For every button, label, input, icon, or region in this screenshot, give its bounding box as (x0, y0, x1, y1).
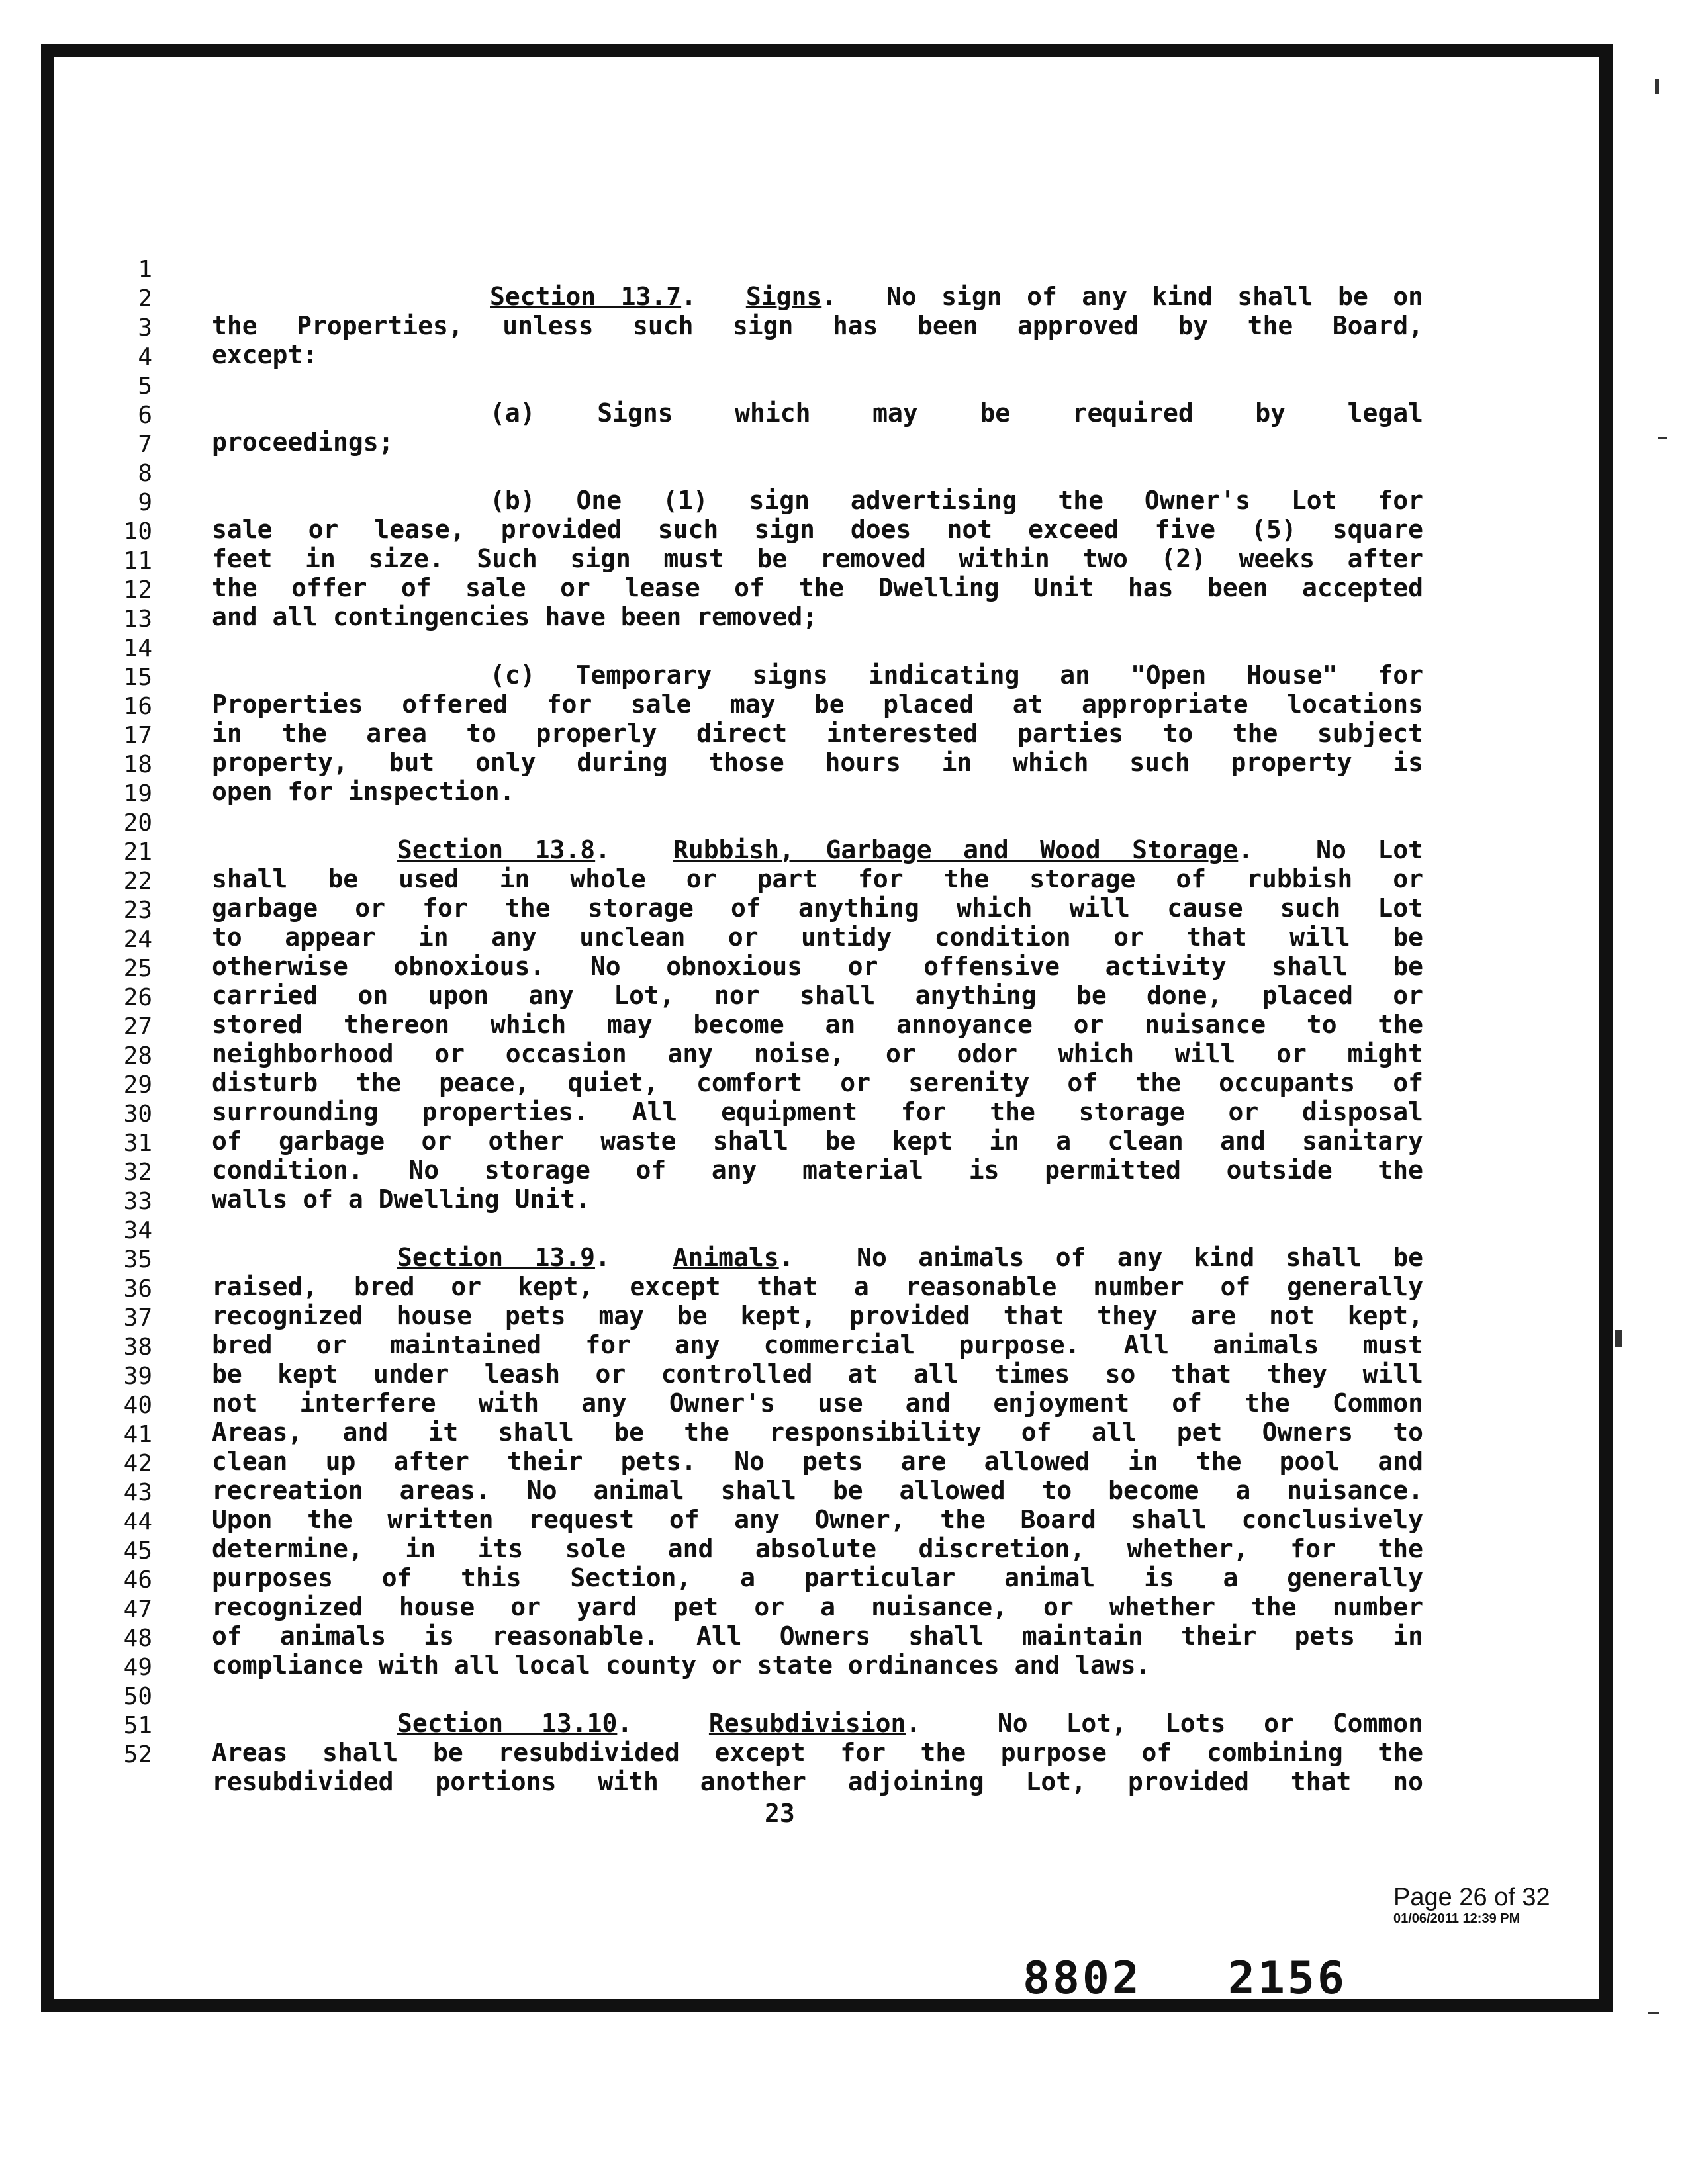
section-13-9-line-1: Section 13.9. Animals. No animals of any kind shall be (397, 1243, 1424, 1272)
paragraph-line: otherwise obnoxious. No obnoxious or offensive activity shall be (212, 952, 1423, 981)
line-number: 43 (123, 1479, 152, 1506)
paragraph-line: carried on upon any Lot, nor shall anything be done, placed or (212, 981, 1423, 1010)
paragraph-line: proceedings; (212, 428, 394, 457)
paragraph-line: garbage or for the storage of anything which will cause such Lot (212, 893, 1423, 923)
paragraph-line: property, but only during those hours in which such property is (212, 748, 1423, 777)
line-number: 8 (138, 460, 152, 487)
line-number: 12 (123, 576, 152, 604)
paragraph-line: walls of a Dwelling Unit. (212, 1185, 590, 1214)
text-line (0, 347, 1688, 428)
line-number: 50 (123, 1683, 152, 1710)
paragraph-line: condition. No storage of any material is permitted outside the (212, 1156, 1423, 1185)
line-number: 52 (123, 1741, 152, 1768)
line-number: 35 (123, 1246, 152, 1273)
paragraph-line: disturb the peace, quiet, comfort or serenity of the occupants of (212, 1068, 1423, 1097)
line-number: 3 (138, 314, 152, 341)
paragraph-line: be kept under leash or controlled at all times so that they will (212, 1359, 1423, 1388)
line-number: 32 (123, 1159, 152, 1186)
line-number: 17 (123, 722, 152, 749)
section-title: Signs (745, 282, 822, 311)
line-number: 23 (123, 897, 152, 924)
section-13-8-line-1: Section 13.8. Rubbish, Garbage and Wood Storage. No Lot (397, 835, 1423, 864)
line-number: 46 (123, 1567, 152, 1594)
paragraph-line: compliance with all local county or state ordinances and laws. (212, 1651, 1151, 1680)
paragraph-line: raised, bred or kept, except that a reasonable number of generally (212, 1272, 1423, 1301)
paragraph-line: neighborhood or occasion any noise, or odor which will or might (212, 1039, 1423, 1068)
paragraph-line: stored thereon which may become an annoyance or nuisance to the (212, 1010, 1423, 1039)
line-number: 2 (138, 285, 152, 312)
line-number: 45 (123, 1537, 152, 1565)
line-number: 31 (123, 1130, 152, 1157)
paragraph-line: not interfere with any Owner's use and enjoyment of the Common (212, 1388, 1423, 1418)
line-number: 39 (123, 1363, 152, 1390)
paragraph-line: bred or maintained for any commercial purpose. All animals must (212, 1330, 1423, 1359)
line-number: 38 (123, 1334, 152, 1361)
section-heading: Section 13.9 (397, 1243, 595, 1272)
line-number: 48 (123, 1625, 152, 1652)
line-number: 33 (123, 1188, 152, 1215)
line-number: 21 (123, 839, 152, 866)
section-heading: Section 13.8 (397, 835, 596, 864)
line-number: 25 (123, 955, 152, 982)
paragraph-line: recognized house or yard pet or a nuisance, or whether the number (212, 1592, 1423, 1621)
line-number: 34 (123, 1217, 152, 1244)
paragraph-line: purposes of this Section, a particular animal is a generally (212, 1563, 1423, 1592)
line-number: 47 (123, 1596, 152, 1623)
paragraph-line: (c) Temporary signs indicating an "Open House" for (490, 660, 1423, 690)
line-number: 37 (123, 1304, 152, 1332)
paragraph-line: in the area to properly direct interested parties to the subject (212, 719, 1423, 748)
paragraph-line: except: (212, 340, 318, 369)
section-13-10-line-1: Section 13.10. Resubdivision. No Lot, Lots or Common (397, 1709, 1424, 1738)
line-number: 18 (123, 751, 152, 778)
paragraph-line: open for inspection. (212, 777, 515, 806)
paragraph-line: the Properties, unless such sign has been approved by the Board, (212, 311, 1423, 340)
text-line (0, 230, 1688, 311)
line-number: 42 (123, 1450, 152, 1477)
line-number: 27 (123, 1013, 152, 1040)
text-line (0, 431, 1688, 515)
section-heading: Section 13.10 (397, 1709, 618, 1738)
line-number: 28 (123, 1042, 152, 1069)
line-number: 7 (138, 431, 152, 458)
line-number: 30 (123, 1101, 152, 1128)
line-number: 13 (123, 606, 152, 633)
line-number: 29 (123, 1071, 152, 1099)
paragraph-line: sale or lease, provided such sign does not exceed five (5) square (212, 515, 1423, 544)
line-number: 26 (123, 984, 152, 1011)
line-number: 51 (123, 1712, 152, 1739)
section-13-7-line-1: Section 13.7. Signs. No sign of any kind shall be on (490, 282, 1423, 311)
section-title: Rubbish, Garbage and Wood Storage (673, 835, 1239, 864)
section-title: Animals (673, 1243, 779, 1272)
line-number: 22 (123, 868, 152, 895)
line-number: 20 (123, 809, 152, 837)
paragraph-line: (a) Signs which may be required by legal (490, 398, 1423, 428)
line-number: 14 (123, 635, 152, 662)
line-number: 10 (123, 518, 152, 545)
book-number: 8802 (1023, 1952, 1142, 2005)
section-heading: Section 13.7 (490, 282, 682, 311)
line-number: 36 (123, 1275, 152, 1302)
paragraph-line: Areas shall be resubdivided except for the purpose of combining the (212, 1738, 1423, 1767)
paragraph-line: feet in size. Such sign must be removed within two (2) weeks after (212, 544, 1423, 573)
section-title: Resubdivision (708, 1709, 906, 1738)
line-number: 19 (123, 780, 152, 807)
line-number: 49 (123, 1654, 152, 1681)
line-number: 16 (123, 693, 152, 720)
recording-timestamp: 01/06/2011 12:39 PM (1393, 1911, 1521, 1926)
line-number: 15 (123, 664, 152, 691)
paragraph-line: Areas, and it shall be the responsibility of all pet Owners to (212, 1418, 1423, 1447)
page-count-label: Page 26 of 32 (1393, 1884, 1550, 1911)
paragraph-line: recreation areas. No animal shall be allowed to become a nuisance. (212, 1476, 1423, 1505)
paragraph-line: (b) One (1) sign advertising the Owner's Lot for (490, 486, 1423, 515)
paragraph-line: and all contingencies have been removed; (212, 602, 818, 631)
scan-speck (1648, 2012, 1659, 2014)
paragraph-line: Properties offered for sale may be placed at appropriate locations (212, 690, 1423, 719)
paragraph-line: clean up after their pets. No pets are allowed in the pool and (212, 1447, 1423, 1476)
paragraph-line: recognized house pets may be kept, provided that they are not kept, (212, 1301, 1423, 1330)
line-number: 44 (123, 1508, 152, 1535)
line-number: 4 (138, 343, 152, 371)
paragraph-line: to appear in any unclean or untidy condition or that will be (212, 923, 1423, 952)
line-number: 1 (138, 256, 152, 283)
line-number: 40 (123, 1392, 152, 1419)
paragraph-line: resubdivided portions with another adjoining Lot, provided that no (212, 1767, 1423, 1796)
paragraph-line: of garbage or other waste shall be kept in a clean and sanitary (212, 1126, 1423, 1156)
paragraph-line: surrounding properties. All equipment for the storage or disposal (212, 1097, 1423, 1126)
paragraph-line: shall be used in whole or part for the storage of rubbish or (212, 864, 1423, 893)
paragraph-line: the offer of sale or lease of the Dwelling Unit has been accepted (212, 573, 1423, 602)
page-reference-number: 2156 (1228, 1952, 1347, 2005)
line-number: 6 (138, 402, 152, 429)
scan-speck (1655, 79, 1659, 94)
paragraph-line: Upon the written request of any Owner, the Board shall conclusively (212, 1505, 1423, 1534)
line-number: 41 (123, 1421, 152, 1448)
line-number: 5 (138, 373, 152, 400)
paragraph-line: determine, in its sole and absolute discretion, whether, for the (212, 1534, 1423, 1563)
line-number: 9 (138, 489, 152, 516)
line-number: 24 (123, 926, 152, 953)
paragraph-line: of animals is reasonable. All Owners shall maintain their pets in (212, 1621, 1423, 1651)
page-number: 23 (765, 1799, 795, 1828)
line-number: 11 (123, 547, 152, 574)
